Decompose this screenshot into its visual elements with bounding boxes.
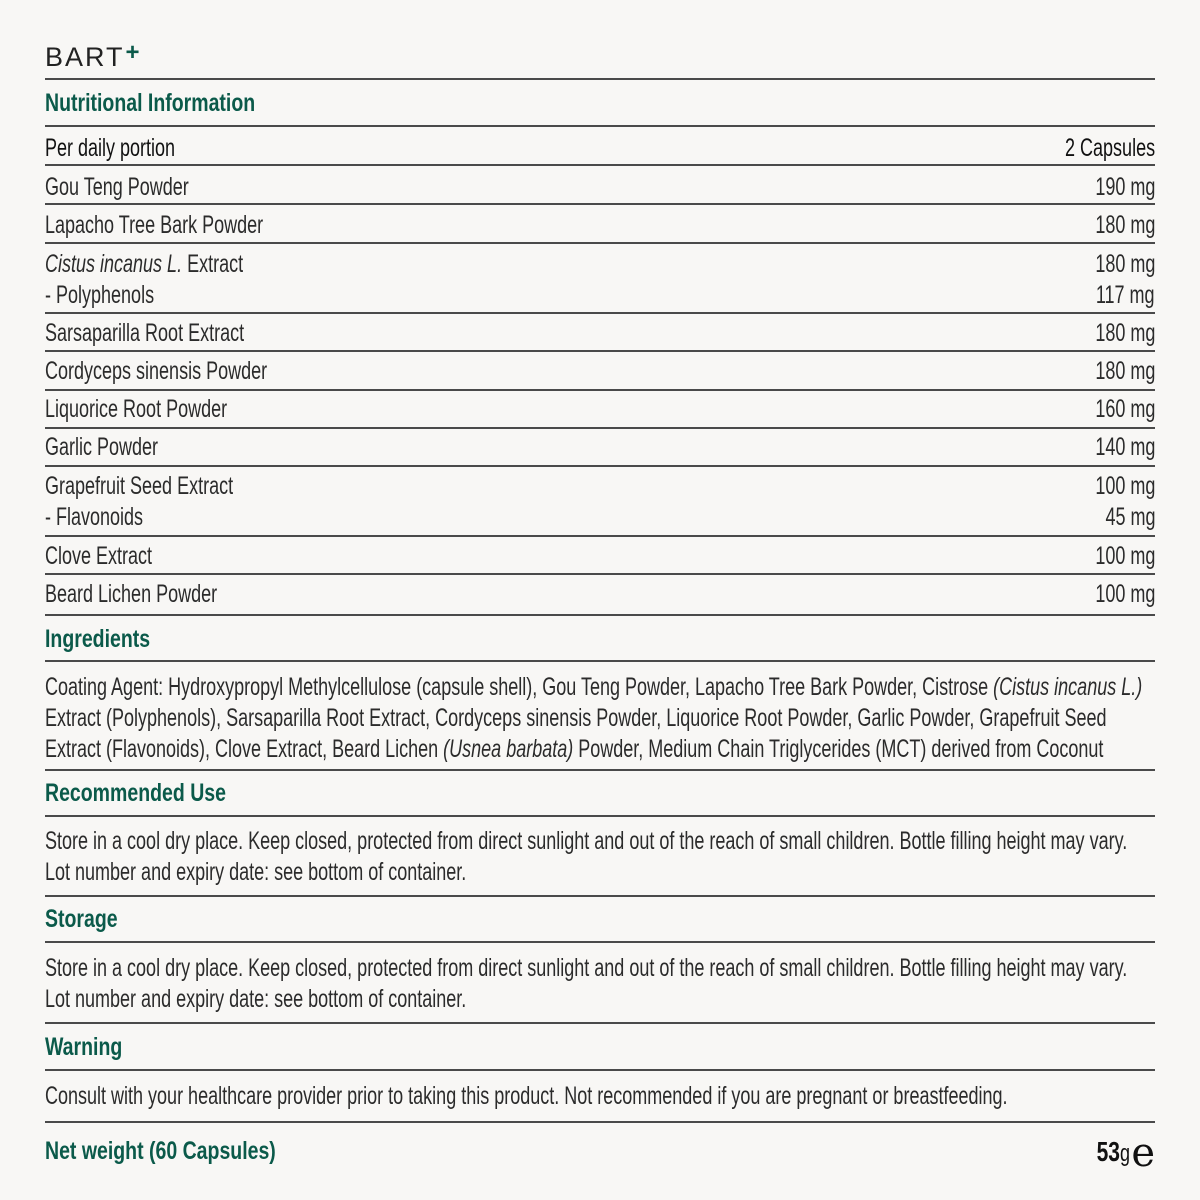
divider	[45, 1022, 1155, 1024]
section-heading-ingredients: Ingredients	[45, 625, 151, 653]
nutrient-name: Garlic Powder	[45, 433, 159, 461]
section-heading-recommended-use: Recommended Use	[45, 779, 226, 807]
recommended-use-text: Store in a cool dry place. Keep closed, protected from direct sunlight and out of the reach of small children. Bottle filling height may vary. Lot number and expiry date: see bottom of container.	[45, 827, 1128, 886]
section-heading-nutritional: Nutritional Information	[45, 89, 256, 117]
nutrient-amount: 180 mg	[1094, 250, 1155, 278]
net-weight-value: 53g e	[1096, 1130, 1155, 1176]
ingredients-text: Coating Agent: Hydroxypropyl Methylcellulose (capsule shell), Gou Teng Powder, Lapacho Tree Bark Powder, Cistrose (Cistus incanus L.) Extract (Polyphenols), Sarsaparilla Root Extract, Cordyceps sinensis Powder, Liquorice Root Powder, Garlic Powder, Grapefruit Seed Extract (Flavonoids), Clove Extract, Beard Lichen (Usnea barbata) Powder, Medium Chain Triglycerides (MCT) derived from Coconut	[45, 673, 1143, 763]
section-heading-storage: Storage	[45, 905, 118, 933]
divider	[45, 815, 1155, 817]
divider	[45, 427, 1155, 429]
nutrient-amount: 180 mg	[1094, 319, 1155, 347]
nutrient-name: Liquorice Root Powder	[45, 395, 228, 423]
plus-icon: +	[125, 39, 142, 66]
nutrient-amount: 180 mg	[1094, 357, 1155, 385]
nutrient-sub-amount: 117 mg	[1096, 281, 1155, 309]
nutrient-name: Lapacho Tree Bark Powder	[45, 211, 264, 239]
brand-logo	[45, 39, 142, 73]
storage-text: Store in a cool dry place. Keep closed, protected from direct sunlight and out of the reach of small children. Bottle filling height may vary. Lot number and expiry date: see bottom of container.	[45, 954, 1128, 1013]
divider	[45, 389, 1155, 391]
nutrient-name: Sarsaparilla Root Extract	[45, 319, 245, 347]
portion-label: Per daily portion	[45, 134, 176, 162]
nutrient-sub-name: - Flavonoids	[45, 503, 144, 531]
warning-text: Consult with your healthcare provider prior to taking this product. Not recommended if you are pregnant or breastfeeding.	[45, 1082, 1008, 1110]
divider	[45, 312, 1155, 314]
nutrient-amount: 100 mg	[1094, 580, 1155, 608]
section-heading-warning: Warning	[45, 1033, 123, 1061]
divider	[45, 242, 1155, 244]
divider	[45, 614, 1155, 616]
estimated-sign-icon: e	[1131, 1130, 1155, 1176]
net-weight-label: Net weight (60 Capsules)	[45, 1137, 276, 1165]
brand-name: BART	[45, 42, 125, 72]
nutrient-amount: 190 mg	[1094, 173, 1155, 201]
divider	[45, 895, 1155, 897]
divider	[45, 164, 1155, 166]
divider	[45, 125, 1155, 127]
divider	[45, 350, 1155, 352]
divider	[45, 203, 1155, 205]
divider	[45, 1069, 1155, 1071]
divider	[45, 78, 1155, 80]
portion-value: 2 Capsules	[1064, 134, 1155, 162]
nutrient-sub-name: - Polyphenols	[45, 281, 155, 309]
divider	[45, 769, 1155, 771]
nutrient-amount: 100 mg	[1094, 542, 1155, 570]
divider	[45, 660, 1155, 662]
divider	[45, 535, 1155, 537]
nutrient-amount: 140 mg	[1094, 433, 1155, 461]
nutrient-amount: 100 mg	[1094, 472, 1155, 500]
nutrient-sub-amount: 45 mg	[1104, 503, 1155, 531]
nutrient-amount: 180 mg	[1094, 211, 1155, 239]
nutrient-name: Grapefruit Seed Extract	[45, 472, 234, 500]
nutrient-name: Clove Extract	[45, 542, 153, 570]
nutrient-name: Gou Teng Powder	[45, 173, 189, 201]
nutrient-name: Cordyceps sinensis Powder	[45, 357, 268, 385]
divider	[45, 465, 1155, 467]
divider	[45, 1121, 1155, 1123]
divider	[45, 941, 1155, 943]
nutrient-name: Beard Lichen Powder	[45, 580, 218, 608]
nutrient-name: Cistus incanus L. Extract	[45, 250, 244, 278]
nutrient-amount: 160 mg	[1094, 395, 1155, 423]
divider	[45, 573, 1155, 575]
